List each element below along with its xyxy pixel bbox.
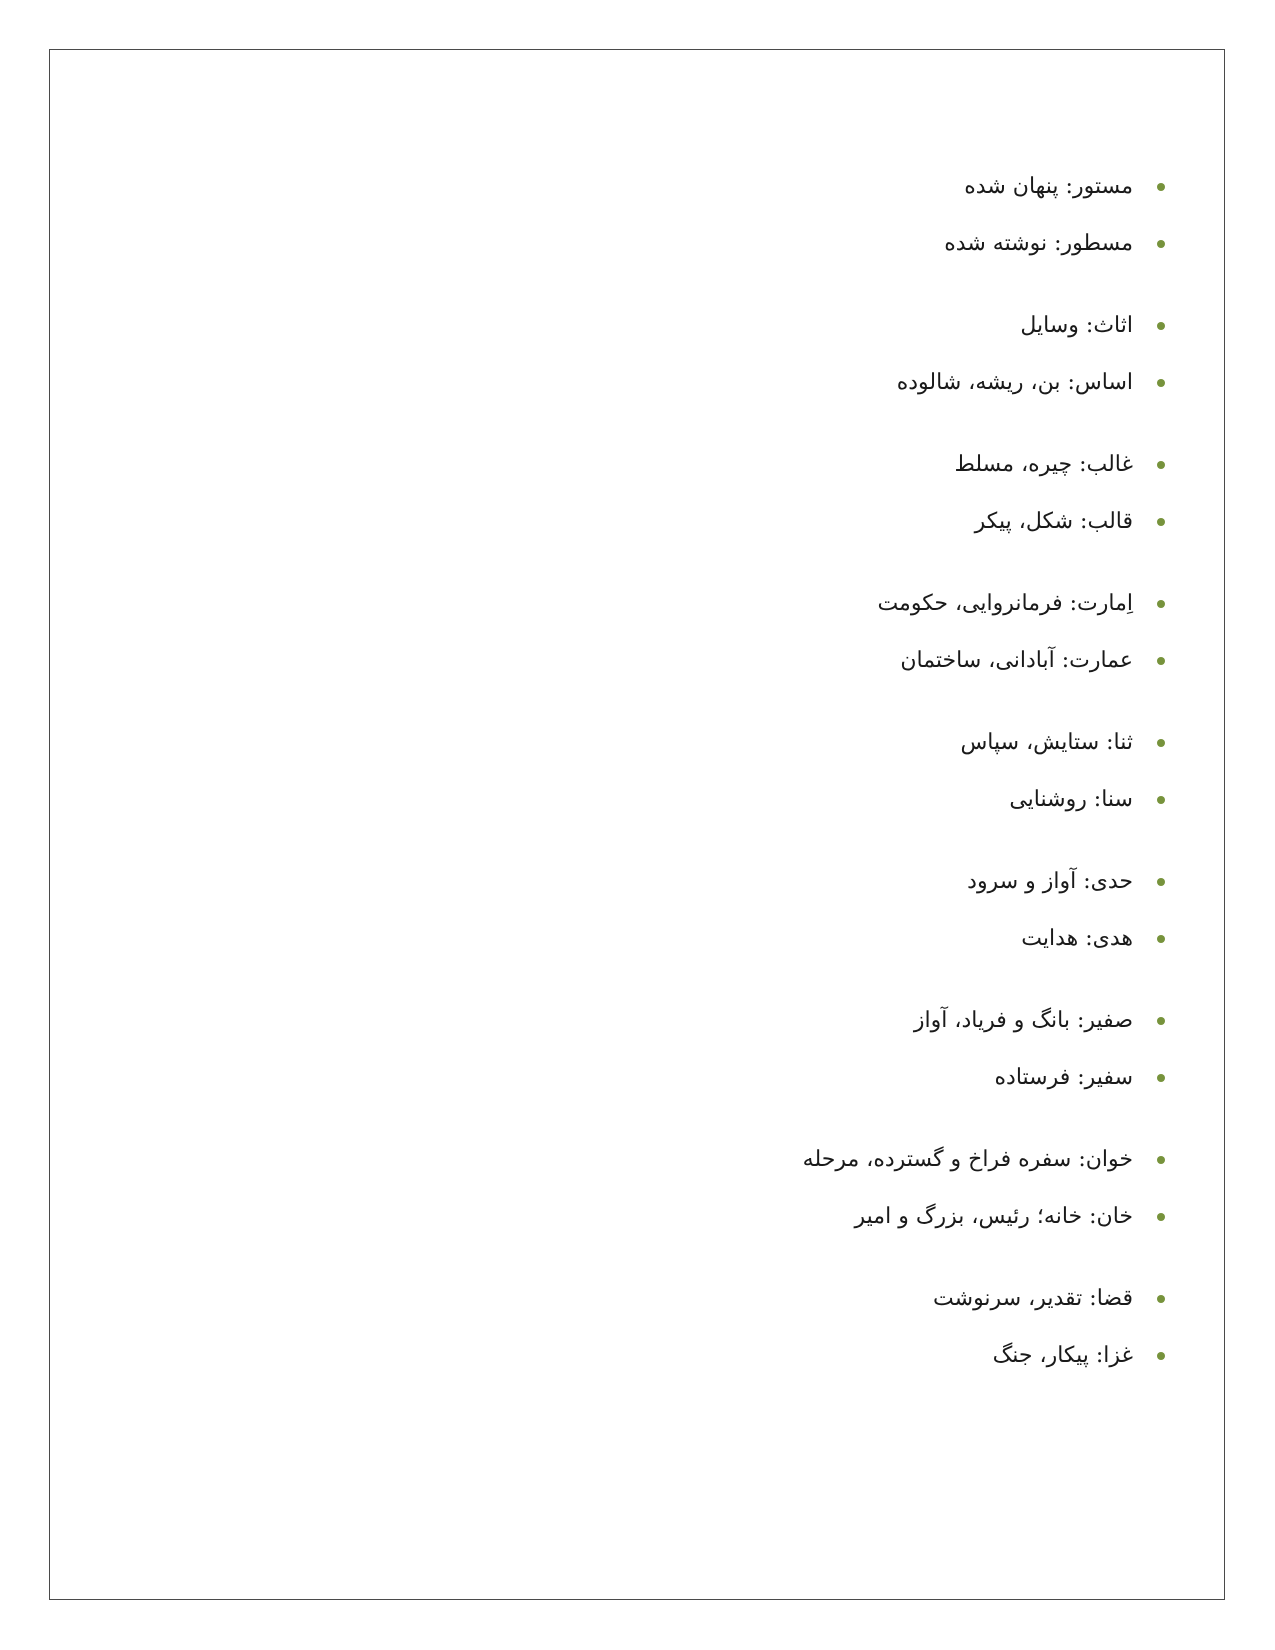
list-item-text: خان: خانه؛ رئیس، بزرگ و امیر xyxy=(854,1204,1133,1229)
list-item-text: صفیر: بانگ و فریاد، آواز xyxy=(913,1008,1133,1033)
list-item-text: قالب: شکل، پیکر xyxy=(974,509,1133,534)
bullet-icon xyxy=(1157,796,1165,804)
list-item-text: غزا: پیکار، جنگ xyxy=(992,1343,1133,1368)
list-item xyxy=(265,166,1165,208)
list-item-text: غالب: چیره، مسلط xyxy=(954,452,1133,477)
bullet-icon xyxy=(1157,183,1165,191)
word-pair-group xyxy=(265,1278,1165,1377)
list-item-text: سفیر: فرستاده xyxy=(994,1065,1133,1090)
list-item xyxy=(265,861,1165,903)
word-pair-group xyxy=(265,166,1165,265)
list-item-text: مسطور: نوشته شده xyxy=(944,231,1133,256)
bullet-icon xyxy=(1157,1352,1165,1360)
bullet-icon xyxy=(1157,1295,1165,1303)
list-item xyxy=(265,722,1165,764)
list-item-text: اثاث: وسایل xyxy=(1020,313,1133,338)
list-item xyxy=(265,640,1165,682)
bullet-icon xyxy=(1157,1074,1165,1082)
word-pair-group xyxy=(265,583,1165,682)
bullet-icon xyxy=(1157,461,1165,469)
list-item-text: عمارت: آبادانی، ساختمان xyxy=(900,648,1133,673)
list-item xyxy=(265,501,1165,543)
list-item xyxy=(265,583,1165,625)
list-item xyxy=(265,362,1165,404)
list-item xyxy=(265,305,1165,347)
bullet-icon xyxy=(1157,657,1165,665)
bullet-icon xyxy=(1157,240,1165,248)
list-item xyxy=(265,1278,1165,1320)
word-pair-group xyxy=(265,1139,1165,1238)
word-pair-group xyxy=(265,1000,1165,1099)
list-item-text: ثنا: ستایش، سپاس xyxy=(960,730,1133,755)
bullet-icon xyxy=(1157,878,1165,886)
bullet-icon xyxy=(1157,600,1165,608)
list-item-text: سنا: روشنایی xyxy=(1009,787,1133,812)
list-item xyxy=(265,444,1165,486)
list-item xyxy=(265,779,1165,821)
list-item-text: قضا: تقدیر، سرنوشت xyxy=(933,1286,1133,1311)
bullet-icon xyxy=(1157,935,1165,943)
list-item-text: حدی: آواز و سرود xyxy=(967,869,1133,894)
bullet-icon xyxy=(1157,1017,1165,1025)
list-item-text: مستور: پنهان شده xyxy=(964,174,1133,199)
list-item-text: اِمارت: فرمانروایی، حکومت xyxy=(877,591,1133,616)
vocabulary-list xyxy=(265,166,1165,1417)
bullet-icon xyxy=(1157,379,1165,387)
list-item-text: اساس: بن، ریشه، شالوده xyxy=(896,370,1133,395)
bullet-icon xyxy=(1157,1156,1165,1164)
bullet-icon xyxy=(1157,322,1165,330)
bullet-icon xyxy=(1157,739,1165,747)
list-item xyxy=(265,1335,1165,1377)
list-item xyxy=(265,223,1165,265)
word-pair-group xyxy=(265,444,1165,543)
list-item xyxy=(265,1000,1165,1042)
word-pair-group xyxy=(265,305,1165,404)
list-item xyxy=(265,1057,1165,1099)
word-pair-group xyxy=(265,722,1165,821)
list-item xyxy=(265,1196,1165,1238)
list-item xyxy=(265,918,1165,960)
bullet-icon xyxy=(1157,1213,1165,1221)
list-item xyxy=(265,1139,1165,1181)
list-item-text: هدی: هدایت xyxy=(1021,926,1133,951)
list-item-text: خوان: سفره فراخ و گسترده، مرحله xyxy=(802,1147,1133,1172)
word-pair-group xyxy=(265,861,1165,960)
bullet-icon xyxy=(1157,518,1165,526)
